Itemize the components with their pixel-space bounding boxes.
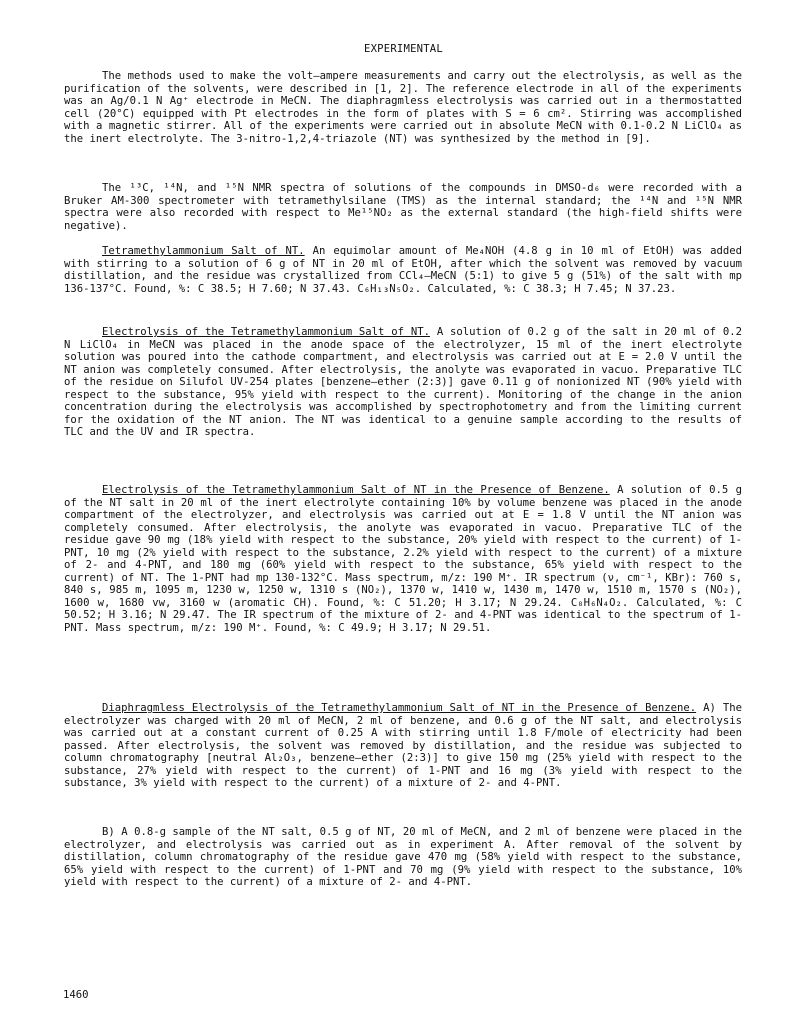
paragraph-electrolysis-benzene (64, 484, 742, 634)
paragraph-text: A solution of 0.5 g of the NT salt in 20 ml of the inert electrolyte containing 10% by volume benzene was placed in the anode compartment of the electrolyzer, and electrolysis was carried out at E = 1.8 V until the NT anion was completely consumed. After electrolysis, the anolyte was evaporated in vacuo. Preparative TLC of the residue gave 90 mg (18% yield with respect to the substance, 20% yield with respect to the current) of 1-PNT, 10 mg (2% yield with respect to the substance, 2.2% yield with respect to the current) of a mixture of 2- and 4-PNT, and 180 mg (60% yield with respect to the substance, 65% yield with respect to the current) of NT. The 1-PNT had mp 130-132°C. Mass spectrum, m/z: 190 M⁺. IR spectrum (ν, cm⁻¹, KBr): 760 s, 840 s, 985 m, 1095 m, 1230 w, 1250 w, 1310 s (NO₂), 1370 w, 1410 w, 1430 m, 1470 w, 1510 m, 1570 s (NO₂), 1600 w, 1680 vw, 3160 w (aromatic CH). Found, %: C 51.20; H 3.17; N 29.24. C₈H₆N₄O₂. Calculated, %: C 50.52; H 3.16; N 29.47. The IR spectrum of the mixture of 2- and 4-PNT was identical to the spectrum of 1-PNT. Mass spectrum, m/z: 190 M⁺. Found, %: C 49.9; H 3.17; N 29.51. (64, 484, 742, 634)
paragraph-title: Electrolysis of the Tetramethylammonium Salt of NT in the Presence of Benzene. (102, 484, 610, 496)
paragraph-methods (64, 70, 742, 145)
section-heading: EXPERIMENTAL (364, 43, 443, 55)
paragraph-title: Electrolysis of the Tetramethylammonium Salt of NT. (102, 326, 430, 338)
paragraph-diaphragmless-a (64, 702, 742, 790)
paragraph-text: An equimolar amount of Me₄NOH (4.8 g in 10 ml of EtOH) was added with stirring to a solution of 6 g of NT in 20 ml of EtOH, after which the solvent was removed by vacuum distillation, and the residue was crystallized from CCl₄–MeCN (5:1) to give 5 g (51%) of the salt with mp 136-137°C. Found, %: C 38.5; H 7.60; N 37.43. C₆H₁₃N₅O₂. Calculated, %: C 38.3; H 7.45; N 37.23. (64, 245, 742, 295)
page-number: 1460 (63, 989, 89, 1001)
paragraph-text: The methods used to make the volt–ampere measurements and carry out the electrolysis, as well as the purification of the solvents, were described in [1, 2]. The reference electrode in all of the experiments was an Ag/0.1 N Ag⁺ electrode in MeCN. The diaphragmless electrolysis was carried out in a thermostatted cell (20°C) equipped with Pt electrodes in the form of plates with S = 6 cm². Stirring was accomplished with a magnetic stirrer. All of the experiments were carried out in absolute MeCN with 0.1-0.2 N LiClO₄ as the inert electrolyte. The 3-nitro-1,2,4-triazole (NT) was synthesized by the method in [9]. (64, 70, 742, 145)
paragraph-text: A solution of 0.2 g of the salt in 20 ml of 0.2 N LiClO₄ in MeCN was placed in the anode space of the electrolyzer, 15 ml of the inert electrolyte solution was poured into the cathode compartment, and electrolysis was carried out at E = 2.0 V until the NT anion was completely consumed. After electrolysis, the anolyte was evaporated in vacuo. Preparative TLC of the residue on Silufol UV-254 plates [benzene–ether (2:3)] gave 0.11 g of nonionized NT (90% yield with respect to the substance, 95% yield with respect to the current). Monitoring of the change in the anion concentration during the electrolysis was accomplished by spectrophotometry and from the limiting current for the oxidation of the NT anion. The NT was identical to a genuine sample according to the results of TLC and the UV and IR spectra. (64, 326, 742, 438)
paragraph-diaphragmless-b (64, 826, 742, 889)
paragraph-text: The ¹³C, ¹⁴N, and ¹⁵N NMR spectra of solutions of the compounds in DMSO-d₆ were recorded with a Bruker AM-300 spectrometer with tetramethylsilane (TMS) as the internal standard; the ¹⁴N and ¹⁵N NMR spectra were also recorded with respect to Me¹⁵NO₂ as the external standard (the high-field shifts were negative). (64, 182, 742, 232)
paragraph-title: Tetramethylammonium Salt of NT. (102, 245, 305, 257)
paragraph-title: Diaphragmless Electrolysis of the Tetramethylammonium Salt of NT in the Presence of Benzene. (102, 702, 697, 714)
paragraph-electrolysis (64, 326, 742, 439)
paragraph-nmr (64, 182, 742, 232)
paragraph-text: B) A 0.8-g sample of the NT salt, 0.5 g of NT, 20 ml of MeCN, and 2 ml of benzene were placed in the electrolyzer, and electrolysis was carried out as in experiment A. After removal of the solvent by distillation, column chromatography of the residue gave 470 mg (58% yield with respect to the substance, 65% yield with respect to the current) of 1-PNT and 70 mg (9% yield with respect to the substance, 10% yield with respect to the current) of a mixture of 2- and 4-PNT. (64, 826, 742, 888)
paragraph-salt-synthesis (64, 245, 742, 295)
paragraph-text: A) The electrolyzer was charged with 20 ml of MeCN, 2 ml of benzene, and 0.6 g of the NT salt, and electrolysis was carried out at a constant current of 0.25 A with stirring until 1.8 F/mole of electricity had been passed. After electrolysis, the solvent was removed by distillation, and the residue was subjected to column chromatography [neutral Al₂O₃, benzene–ether (2:3)] to give 150 mg (25% yield with respect to the substance, 27% yield with respect to the current) of 1-PNT and 16 mg (3% yield with respect to the substance, 3% yield with respect to the current) of a mixture of 2- and 4-PNT. (64, 702, 742, 789)
